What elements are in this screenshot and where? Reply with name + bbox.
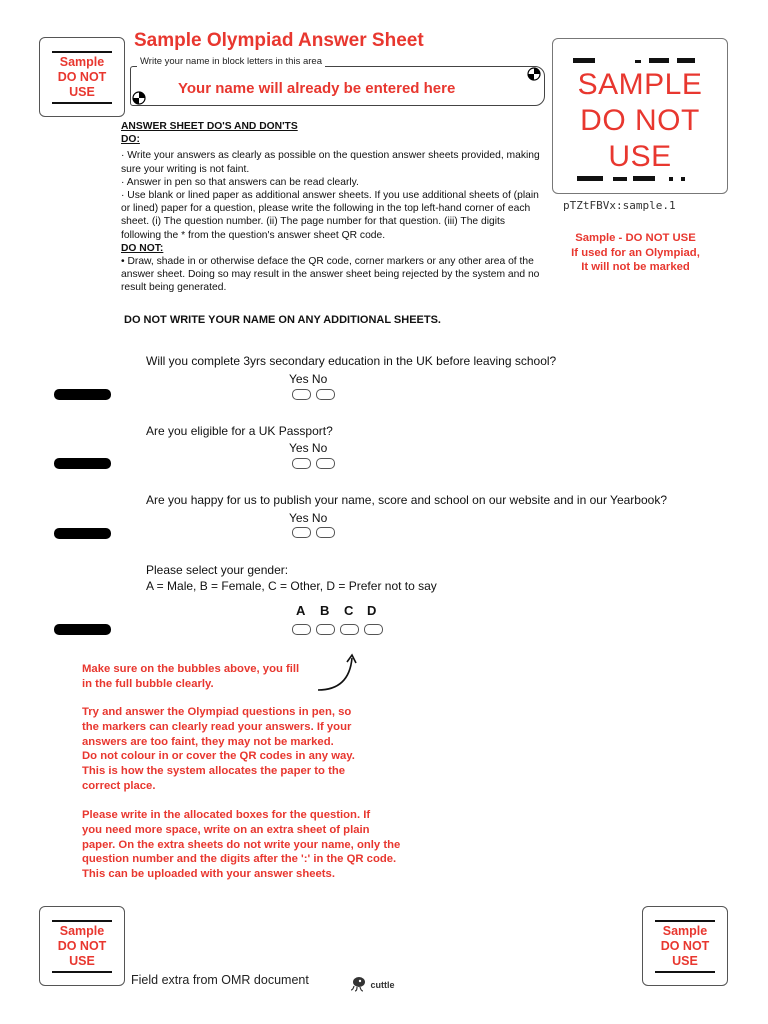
question-3-labels <box>289 511 327 525</box>
question-2-yes-bubble[interactable] <box>292 458 311 469</box>
yes-label: Yes <box>289 372 309 386</box>
rules-heading: ANSWER SHEET DO'S AND DON'TS <box>121 121 298 132</box>
boxes-instructions <box>82 808 472 882</box>
gender-d-bubble[interactable] <box>364 624 383 635</box>
corner-sample-box-bottom-left <box>39 906 125 986</box>
cuttle-logo-icon <box>350 976 366 992</box>
no-label: No <box>311 511 328 525</box>
qr-fragment-top <box>573 57 713 65</box>
instruction-line: Please write in the allocated boxes for the question. If <box>82 809 371 821</box>
gender-prompt: Please select your gender: <box>146 563 289 577</box>
question-3-text: Are you happy for us to publish your name, score and school on our website and in our Yearbook? <box>146 493 667 507</box>
corner-sample-label <box>655 920 715 973</box>
question-1-yes-bubble[interactable] <box>292 389 311 400</box>
gender-b-bubble[interactable] <box>316 624 335 635</box>
option-a-label: A <box>296 603 306 618</box>
corner-sample-line3: USE <box>672 953 698 968</box>
side-warning-line3: It will not be marked <box>581 261 690 273</box>
instruction-line: question number and the digits after the ':' in the QR code. <box>82 853 397 866</box>
question-3-yes-bubble[interactable] <box>292 527 311 538</box>
bubble-instructions <box>82 662 462 692</box>
corner-sample-line2: DO NOT <box>660 938 710 953</box>
side-warning-line2: If used for an Olympiad, <box>571 246 700 259</box>
qr-fragment-bottom <box>577 175 707 183</box>
corner-sample-line3: USE <box>69 84 95 99</box>
dont-item: • Draw, shade in or otherwise deface the QR code, corner markers or any other area of the answer sheet. Doing so may result in the answer sheet being rejected by the system and no result being generated. <box>121 256 540 294</box>
corner-sample-line1: Sample <box>59 923 105 938</box>
instruction-line: the markers can clearly read your answers. If your <box>82 720 352 733</box>
no-label: No <box>311 372 328 386</box>
dont-heading: DO NOT: <box>121 242 164 254</box>
corner-sample-label <box>52 51 112 104</box>
corner-sample-box-top-left <box>39 37 125 117</box>
corner-sample-line1: Sample <box>662 923 708 938</box>
instruction-line: paper. On the extra sheets do not write your name, only the <box>82 838 401 851</box>
rules-section <box>121 120 541 295</box>
question-1-no-bubble[interactable] <box>316 389 335 400</box>
timing-mark <box>54 624 111 635</box>
gender-c-bubble[interactable] <box>340 624 359 635</box>
question-2-text: Are you eligible for a UK Passport? <box>146 424 333 438</box>
name-placeholder: Your name will already be entered here <box>178 80 456 97</box>
do-item: · Answer in pen so that answers can be read clearly. <box>121 176 359 188</box>
instruction-line: Do not colour in or cover the QR codes in any way. <box>82 750 355 763</box>
option-c-label: C <box>344 603 354 618</box>
qr-sample-line1: SAMPLE <box>577 68 703 101</box>
yes-label: Yes <box>289 441 309 455</box>
do-heading: DO: <box>121 134 140 146</box>
instruction-line: This can be uploaded with your answer sheets. <box>82 868 335 881</box>
gender-a-bubble[interactable] <box>292 624 311 635</box>
corner-sample-label <box>52 920 112 973</box>
option-d-label: D <box>367 603 377 618</box>
question-1-labels <box>289 372 327 386</box>
corner-sample-line3: USE <box>69 953 95 968</box>
name-caption: Write your name in block letters in this area <box>137 56 325 67</box>
qr-code-id: pTZtFBVx:sample.1 <box>563 199 676 212</box>
corner-marker-icon <box>527 67 541 81</box>
corner-marker-icon <box>132 91 146 105</box>
instruction-line: Make sure on the bubbles above, you fill <box>82 663 300 675</box>
question-2-no-bubble[interactable] <box>316 458 335 469</box>
cuttle-logo <box>350 975 394 993</box>
corner-sample-line1: Sample <box>59 54 105 69</box>
do-item: · Use blank or lined paper as additional answer sheets. If you use additional sheets of (plain or lined) paper for a question, please write the following in the top left-hand corner of each sheet. (i) The question number. (ii) The page number for that question. (iii) The digits following the * from the question's answer sheet QR code. <box>121 190 539 241</box>
question-2-labels <box>289 441 327 455</box>
qr-sample-box <box>552 38 728 194</box>
instruction-line: correct place. <box>82 779 156 792</box>
timing-mark <box>54 528 111 539</box>
qr-sample-text <box>553 67 727 175</box>
no-label: No <box>311 441 328 455</box>
instruction-line: you need more space, write on an extra sheet of plain <box>82 823 370 836</box>
instruction-line: in the full bubble clearly. <box>82 677 214 690</box>
page-title: Sample Olympiad Answer Sheet <box>134 30 424 51</box>
corner-sample-line2: DO NOT <box>57 938 107 953</box>
cuttle-logo-text: cuttle <box>370 980 395 990</box>
footer-text: Field extra from OMR document <box>131 973 309 987</box>
instruction-line: answers are too faint, they may not be marked. <box>82 735 334 748</box>
question-3-no-bubble[interactable] <box>316 527 335 538</box>
timing-mark <box>54 389 111 400</box>
option-b-label: B <box>320 603 330 618</box>
instruction-line: Try and answer the Olympiad questions in pen, so <box>82 706 352 718</box>
instruction-line: This is how the system allocates the paper to the <box>82 765 346 778</box>
corner-sample-box-bottom-right <box>642 906 728 986</box>
question-1-text: Will you complete 3yrs secondary education in the UK before leaving school? <box>146 354 557 368</box>
corner-sample-line2: DO NOT <box>57 69 107 84</box>
side-warning-line1: Sample - DO NOT USE <box>575 232 696 244</box>
additional-sheets-warning: DO NOT WRITE YOUR NAME ON ANY ADDITIONAL SHEETS. <box>124 314 441 326</box>
qr-sample-line3: USE <box>608 140 672 173</box>
pen-instructions <box>82 705 462 794</box>
qr-sample-line2: DO NOT <box>580 104 700 137</box>
gender-options-text: A = Male, B = Female, C = Other, D = Prefer not to say <box>146 579 437 593</box>
side-warning <box>553 231 718 275</box>
yes-label: Yes <box>289 511 309 525</box>
timing-mark <box>54 458 111 469</box>
do-item: · Write your answers as clearly as possible on the question answer sheets provided, making sure your writing is not faint. <box>121 150 540 175</box>
